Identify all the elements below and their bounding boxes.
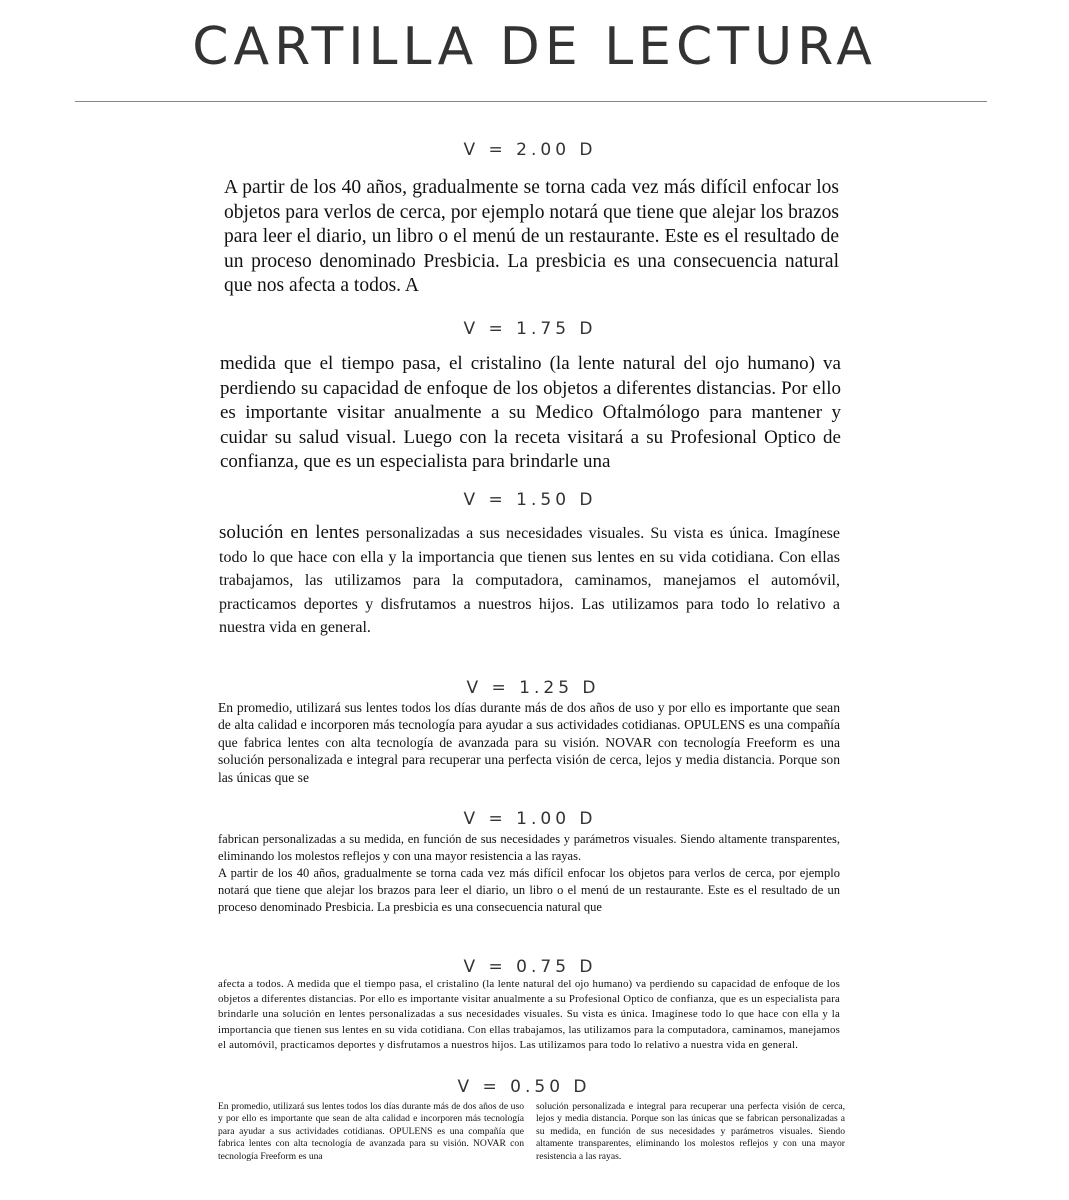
power-label-1-00: V = 1.00 D <box>463 809 597 829</box>
reading-paragraph-2-00: A partir de los 40 años, gradualmente se torna cada vez más difícil enfocar los objetos para verlos de cerca, por ejemplo notará que tiene que alejar los brazos para leer el diario, un libro o el menú de un restaurante. Este es el resultado de un proceso denominado Presbicia. La presbicia es una consecuencia natural que nos afecta a todos. A <box>224 177 839 297</box>
reading-paragraph-1-00 <box>218 831 840 916</box>
power-label-2-00: V = 2.00 D <box>463 140 597 160</box>
power-label-0-50: V = 0.50 D <box>457 1077 591 1097</box>
reading-paragraph-0-75: afecta a todos. A medida que el tiempo pasa, el cristalino (la lente natural del ojo humano) va perdiendo su capacidad de enfoque de los objetos a diferentes distancias. Por ello es importante visitar anualmente a su Profesional Optico de confianza, que es un especialista para brindarle una solución en lentes personalizadas a sus necesidades visuales. Su vista es única. Imagínese todo lo que hace con ella y la importancia que tienen sus lentes en su vida cotidiana. Con ellas trabajamos, las utilizamos para la computadora, caminamos, manejamos el automóvil, practicamos deportes y disfrutamos a nuestros hijos. Las utilizamos para todo lo relativo a nuestra vida en general. <box>218 978 840 1051</box>
reading-column-right: solución personalizada e integral para recuperar una perfecta visión de cerca, lejos y media distancia. Porque son las únicas que se fabrican personalizadas a su medida, en función de sus necesidades y parámetros visuales. Siendo altamente transparentes, eliminando los molestos reflejos y con una mayor resistencia a las rayas. <box>536 1101 845 1162</box>
reading-paragraph-1-75: medida que el tiempo pasa, el cristalino (la lente natural del ojo humano) va perdiendo su capacidad de enfoque de los objetos a diferentes distancias. Por ello es importante visitar anualmente a su Medico Oftalmólogo para mantener y cuidar su salud visual. Luego con la receta visitará a su Profesional Optico de confianza, que es un especialista para brindarle una <box>220 353 841 473</box>
reading-paragraph-1-00-part-b: A partir de los 40 años, gradualmente se torna cada vez más difícil enfocar los objetos para verlos de cerca, por ejemplo notará que tiene que alejar los brazos para leer el diario, un libro o el menú de un restaurante. Este es el resultado de un proceso denominado Presbicia. La presbicia es una consecuencia natural que <box>218 866 840 914</box>
power-label-0-75: V = 0.75 D <box>463 957 597 977</box>
title-divider <box>75 101 987 102</box>
power-label-1-25: V = 1.25 D <box>466 678 600 698</box>
reading-column-left: En promedio, utilizará sus lentes todos los días durante más de dos años de uso y por ello es importante que sean de alta calidad e incorporen más tecnología para ayudar a sus actividades cotidianas. OPULENS es una compañía que fabrica lentes con alta tecnología de avanzada para su visión. NOVAR con tecnología Freeform es una <box>218 1101 524 1162</box>
reading-paragraph-body: personalizadas a sus necesidades visuales. Su vista es única. Imagínese todo lo que hace con ella y la importancia que tienen sus lentes en su vida cotidiana. Con ellas trabajamos, las utilizamos para la computadora, caminamos, manejamos el automóvil, practicamos deportes y disfrutamos a nuestros hijos. Las utilizamos para todo lo relativo a nuestra vida en general. <box>219 525 841 636</box>
reading-paragraph-1-25: En promedio, utilizará sus lentes todos los días durante más de dos años de uso y por ello es importante que sean de alta calidad e incorporen más tecnología para ayudar a sus actividades cotidianas. OPULENS es una compañía que fabrica lentes con alta tecnología de avanzada para su visión. NOVAR con tecnología Freeform es una solución personalizada e integral para recuperar una perfecta visión de cerca, lejos y media distancia. Porque son las únicas que se <box>218 700 840 785</box>
reading-paragraph-1-50 <box>219 521 840 640</box>
page-title: CARTILLA DE LECTURA <box>192 17 877 77</box>
reading-paragraph-1-00-part-a: fabrican personalizadas a su medida, en función de sus necesidades y parámetros visuales. Siendo altamente transparentes, eliminando los molestos reflejos y con una mayor resistencia a las rayas. <box>218 832 840 863</box>
power-label-1-50: V = 1.50 D <box>463 490 597 510</box>
reading-paragraph-lead: solución en lentes <box>219 522 360 543</box>
power-label-1-75: V = 1.75 D <box>463 319 597 339</box>
